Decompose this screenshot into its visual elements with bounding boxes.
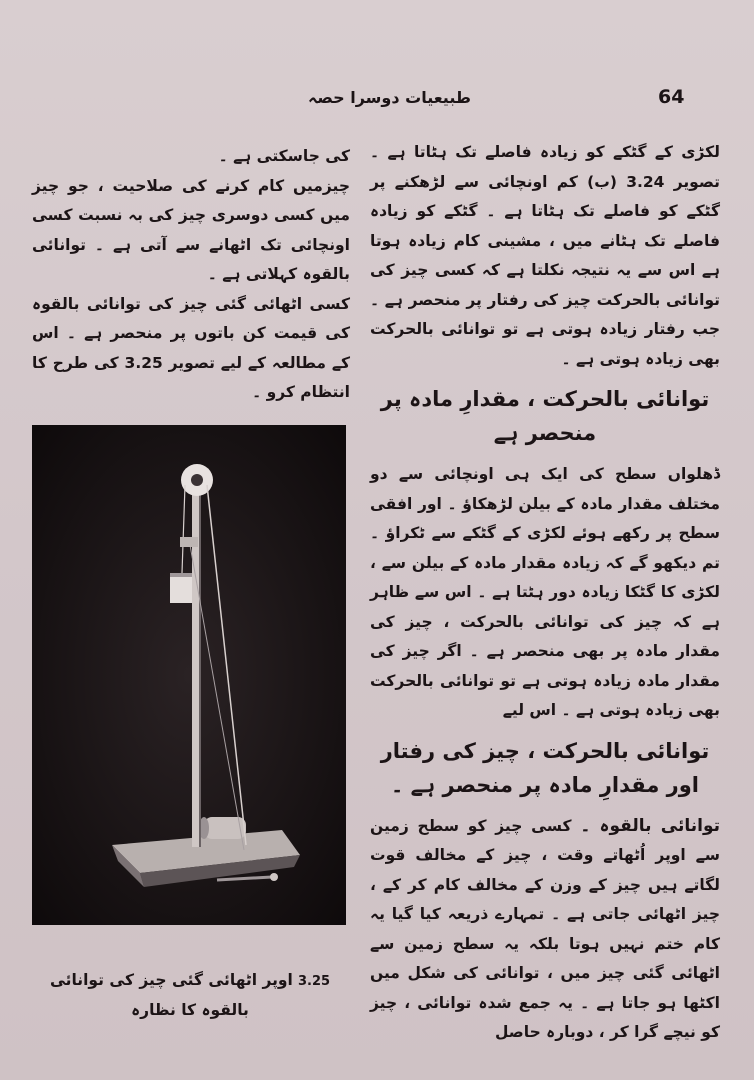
kinetic-summary-heading: توانائی بالحرکت ، چیز کی رفتار اور مقدارِ مادہ پر منحصر ہے ۔: [380, 738, 710, 797]
kinetic-mass-paragraph: ڈھلواں سطح کی ایک ہی اونچائی سے دو مختلف مقدار مادہ کے بیلن لڑھکاؤ ۔ اور افقی سطح پر رکھے ہوئے لکڑی کے گٹکے سے ٹکراؤ ۔ تم دیکھو گے کہ زیادہ مقدار مادہ کے بیلن سے ، لکڑی کا گٹکا زیادہ دور ہٹتا ہے ۔ اس سے ظاہر ہے کہ چیز کی توانائی بالحرکت ، چیز کی مقدار مادہ پر بھی منحصر ہے ۔ اگر چیز کی مقدار مادہ زیادہ ہوتی ہے تو توانائی بالحرکت بھی زیادہ ہوتی ہے ۔ اس لیے: [370, 465, 720, 719]
left-column: [32, 142, 350, 408]
kinetic-mass-heading: توانائی بالحرکت ، مقدارِ مادہ پر منحصر ہے: [380, 387, 710, 445]
figure-number: 3.25: [297, 974, 331, 989]
potential-study-paragraph: کسی اٹھائی گئی چیز کی توانائی بالقوہ کی قیمت کن باتوں پر منحصر ہے ۔ اس کے مطالعہ کے لیے تصویر 3.25 کی طرح کا انتظام کرو ۔: [32, 294, 350, 401]
kinetic-speed-paragraph: لکڑی کے گٹکے کو زیادہ فاصلے تک ہٹاتا ہے ۔ تصویر 3.24 (ب) کم اونچائی سے لڑھکنے پر گٹکے کو فاصلے تک ہٹاتا ہے ۔ گٹکے کو زیادہ فاصلے تک ہٹانے میں ، مشینی کام زیادہ ہوتا ہے اس سے یہ نتیجہ نکلتا ہے کہ کسی چیز کی توانائی بالحرکت چیز کی رفتار پر منحصر ہے ۔ جب رفتار زیادہ ہوتی ہے تو توانائی بالحرکت بھی زیادہ ہوتی ہے ۔: [370, 143, 720, 368]
page-header: [40, 86, 720, 116]
potential-energy-paragraph: [370, 812, 720, 1048]
potential-energy-term: توانائی بالقوہ ۔: [580, 815, 720, 836]
figure-caption-text: اوپر اٹھائی گئی چیز کی توانائی بالقوہ کا نظارہ: [49, 971, 293, 1019]
running-title: طبیعیات دوسرا حصہ: [308, 88, 471, 107]
potential-energy-text: کسی چیز کو سطح زمین سے اوپر اُٹھاتے وقت ، چیز کے مخالف قوت لگاتے ہیں چیز کے وزن کے مخالف کام کر کے ، چیز اٹھائی جاتی ہے ۔ تمہارے ذریعہ کیا گیا یہ کام ختم نہیں ہوتا بلکہ یہ سطح زمین سے اٹھائی گئی چیز میں ، توانائی کی شکل میں اکٹھا ہو جاتا ہے ۔ یہ جمع شدہ توانائی ، چیز کو نیچے گرا کر ، دوبارہ حاصل: [370, 816, 720, 1041]
page-number: 64: [658, 86, 685, 108]
continuation-text: کی جاسکتی ہے ۔: [218, 147, 350, 165]
right-column: [370, 138, 720, 1048]
potential-definition-paragraph: چیزمیں کام کرنے کی صلاحیت ، جو چیز میں کسی دوسری چیز کی بہ نسبت کسی اونچائی تک اٹھانے سے آتی ہے ۔ توانائی بالقوہ کہلاتی ہے ۔: [32, 176, 350, 283]
figure-photo: [32, 425, 346, 925]
figure-caption: [40, 965, 340, 1025]
pulley-apparatus-illustration: [32, 425, 346, 925]
